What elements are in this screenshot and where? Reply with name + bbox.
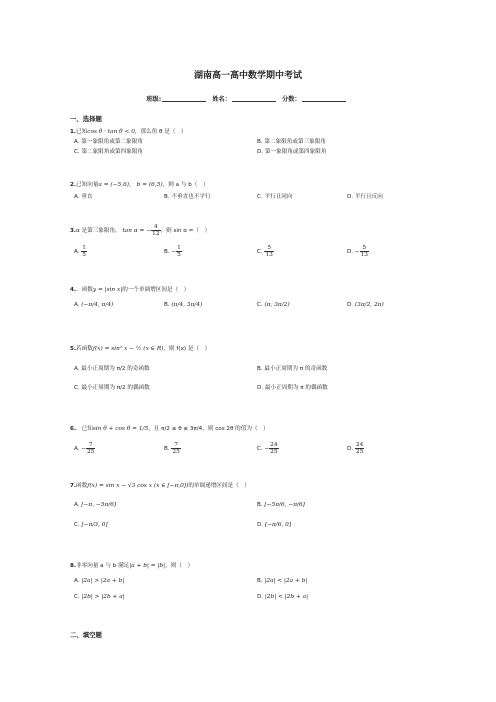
- option-a[interactable]: A. (−π/4, π/4): [74, 302, 114, 308]
- math-expression: f(x) = sin x − √3 cos x (x ∈ [−π,0]): [87, 483, 189, 489]
- question-2: [70, 179, 209, 188]
- question-number: 4.: [70, 287, 77, 293]
- question-7: [70, 481, 250, 489]
- option-a[interactable]: A. − $\frac{7}{25}$: [74, 442, 95, 455]
- class-blank[interactable]: [162, 101, 206, 102]
- question-stem: ．函数: [76, 287, 93, 293]
- math-expression: sin θ + cos θ = 1/5: [92, 426, 149, 432]
- option-a[interactable]: A. 垂直: [74, 194, 93, 200]
- question-stem: ，则（ ）: [165, 563, 194, 569]
- section-title-choice: 一、选择题: [70, 115, 102, 123]
- option-c[interactable]: C. − $\frac{24}{25}$: [257, 442, 278, 455]
- option-a[interactable]: A. |2a| > |2a + b|: [74, 578, 125, 584]
- option-d[interactable]: D. [−π/6, 0]: [257, 522, 292, 528]
- option-b[interactable]: B. [−5π/6, −π/6]: [257, 502, 305, 508]
- option-b[interactable]: B. 不垂直也不平行: [164, 194, 211, 200]
- option-c[interactable]: C. |2b| > |2b + a|: [74, 594, 125, 600]
- question-stem: ，则 a 与 b（ ）: [162, 182, 209, 188]
- option-c[interactable]: C. 平行且同向: [257, 194, 293, 200]
- question-stem: ．已知: [76, 426, 93, 432]
- math-expression: |a + b| = |b|: [129, 563, 166, 569]
- option-d[interactable]: D. (3π/2, 2π): [347, 302, 384, 308]
- option-c[interactable]: C. 最小正周期为 π/2 的偶函数: [74, 385, 150, 391]
- question-8: [70, 561, 193, 569]
- page-title: 湖南高一高中数学期中考试: [193, 71, 302, 81]
- option-b[interactable]: B. 第二象限角或第三象限角: [257, 139, 326, 145]
- question-stem: 已知向量: [76, 182, 99, 188]
- question-number: 1.: [70, 129, 77, 135]
- option-b[interactable]: B. (π/4, 3π/4): [164, 302, 203, 308]
- question-number: 7.: [70, 483, 77, 489]
- option-a[interactable]: A. $\frac{1}{5}$: [74, 245, 86, 258]
- option-b[interactable]: B. 最小正周期为 π 的奇函数: [257, 366, 328, 372]
- option-c[interactable]: C. 第二象限角或第四象限角: [74, 149, 144, 155]
- student-info-line: [0, 94, 496, 103]
- fraction: $\frac{4}{12}$: [152, 224, 160, 237]
- math-expression: y = |sin x|: [92, 287, 123, 293]
- option-d[interactable]: D. 第一象限角或第四象限角: [257, 149, 327, 155]
- question-5: [70, 344, 210, 352]
- question-1: [70, 127, 187, 135]
- question-number: 5.: [70, 346, 77, 352]
- question-number: 2.: [70, 182, 77, 188]
- question-stem: 的一个单调增区间是（ ）: [122, 287, 190, 293]
- option-a[interactable]: A. 最小正周期为 π/2 的奇函数: [74, 366, 150, 372]
- question-stem: 若函数: [76, 346, 93, 352]
- option-b[interactable]: B. |2a| < |2a + b|: [257, 578, 308, 584]
- option-b[interactable]: B. $\frac{7}{25}$: [164, 442, 180, 455]
- option-d[interactable]: D. 平行且反向: [347, 194, 383, 200]
- question-stem: ，那么角 θ 是（ ）: [134, 129, 187, 135]
- question-stem: 函数: [76, 483, 88, 489]
- option-b[interactable]: B. − $\frac{1}{5}$: [164, 245, 181, 258]
- question-stem: 已知: [76, 129, 88, 135]
- score-label: 分数：: [282, 96, 301, 103]
- option-c[interactable]: C. $\frac{5}{13}$: [257, 245, 273, 258]
- section-title-fill: 二、填空题: [70, 631, 102, 639]
- name-label: 姓名：: [212, 96, 231, 103]
- question-number: 3.: [70, 228, 77, 234]
- math-expression: cos θ · tan θ < 0: [87, 129, 135, 135]
- option-d[interactable]: D. $\frac{24}{25}$: [347, 442, 364, 455]
- option-d[interactable]: D. − $\frac{5}{13}$: [347, 245, 368, 258]
- question-number: 8.: [70, 563, 77, 569]
- name-blank[interactable]: [232, 101, 276, 102]
- question-6: [70, 424, 269, 432]
- question-stem: ，则 sin α =（ ）: [160, 228, 211, 234]
- math-expression: a = (−5,6)， b = (6,5): [98, 182, 163, 188]
- option-c[interactable]: C. (π, 3π/2): [257, 302, 290, 308]
- option-c[interactable]: C. [−π/3, 0]: [74, 522, 108, 528]
- question-number: 6.: [70, 426, 77, 432]
- score-blank[interactable]: [302, 101, 346, 102]
- class-label: 班级:: [146, 96, 162, 103]
- question-stem: α 是第三象限角，: [76, 228, 121, 234]
- math-expression: f(x) = sin² x − ½ (x ∈ R): [92, 346, 164, 352]
- question-stem: ，且 π/2 ≤ θ ≤ 3π/4，则 cos 2θ 的值为（ ）: [148, 426, 269, 432]
- option-a[interactable]: A. 第一象限角或第二象限角: [74, 139, 143, 145]
- math-expression: tan α = −: [122, 228, 152, 234]
- question-stem: 的单调递增区间是（ ）: [188, 483, 250, 489]
- question-4: [70, 285, 189, 293]
- option-a[interactable]: A. [−π, −5π/6]: [74, 502, 117, 508]
- option-d[interactable]: D. 最小正周期为 π 的偶函数: [257, 385, 328, 391]
- question-stem: 非零向量 a 与 b 满足: [76, 563, 130, 569]
- question-3: [70, 224, 210, 237]
- option-d[interactable]: D. |2b| < |2b + a|: [257, 594, 309, 600]
- question-stem: ，则 f(x) 是（ ）: [163, 346, 211, 352]
